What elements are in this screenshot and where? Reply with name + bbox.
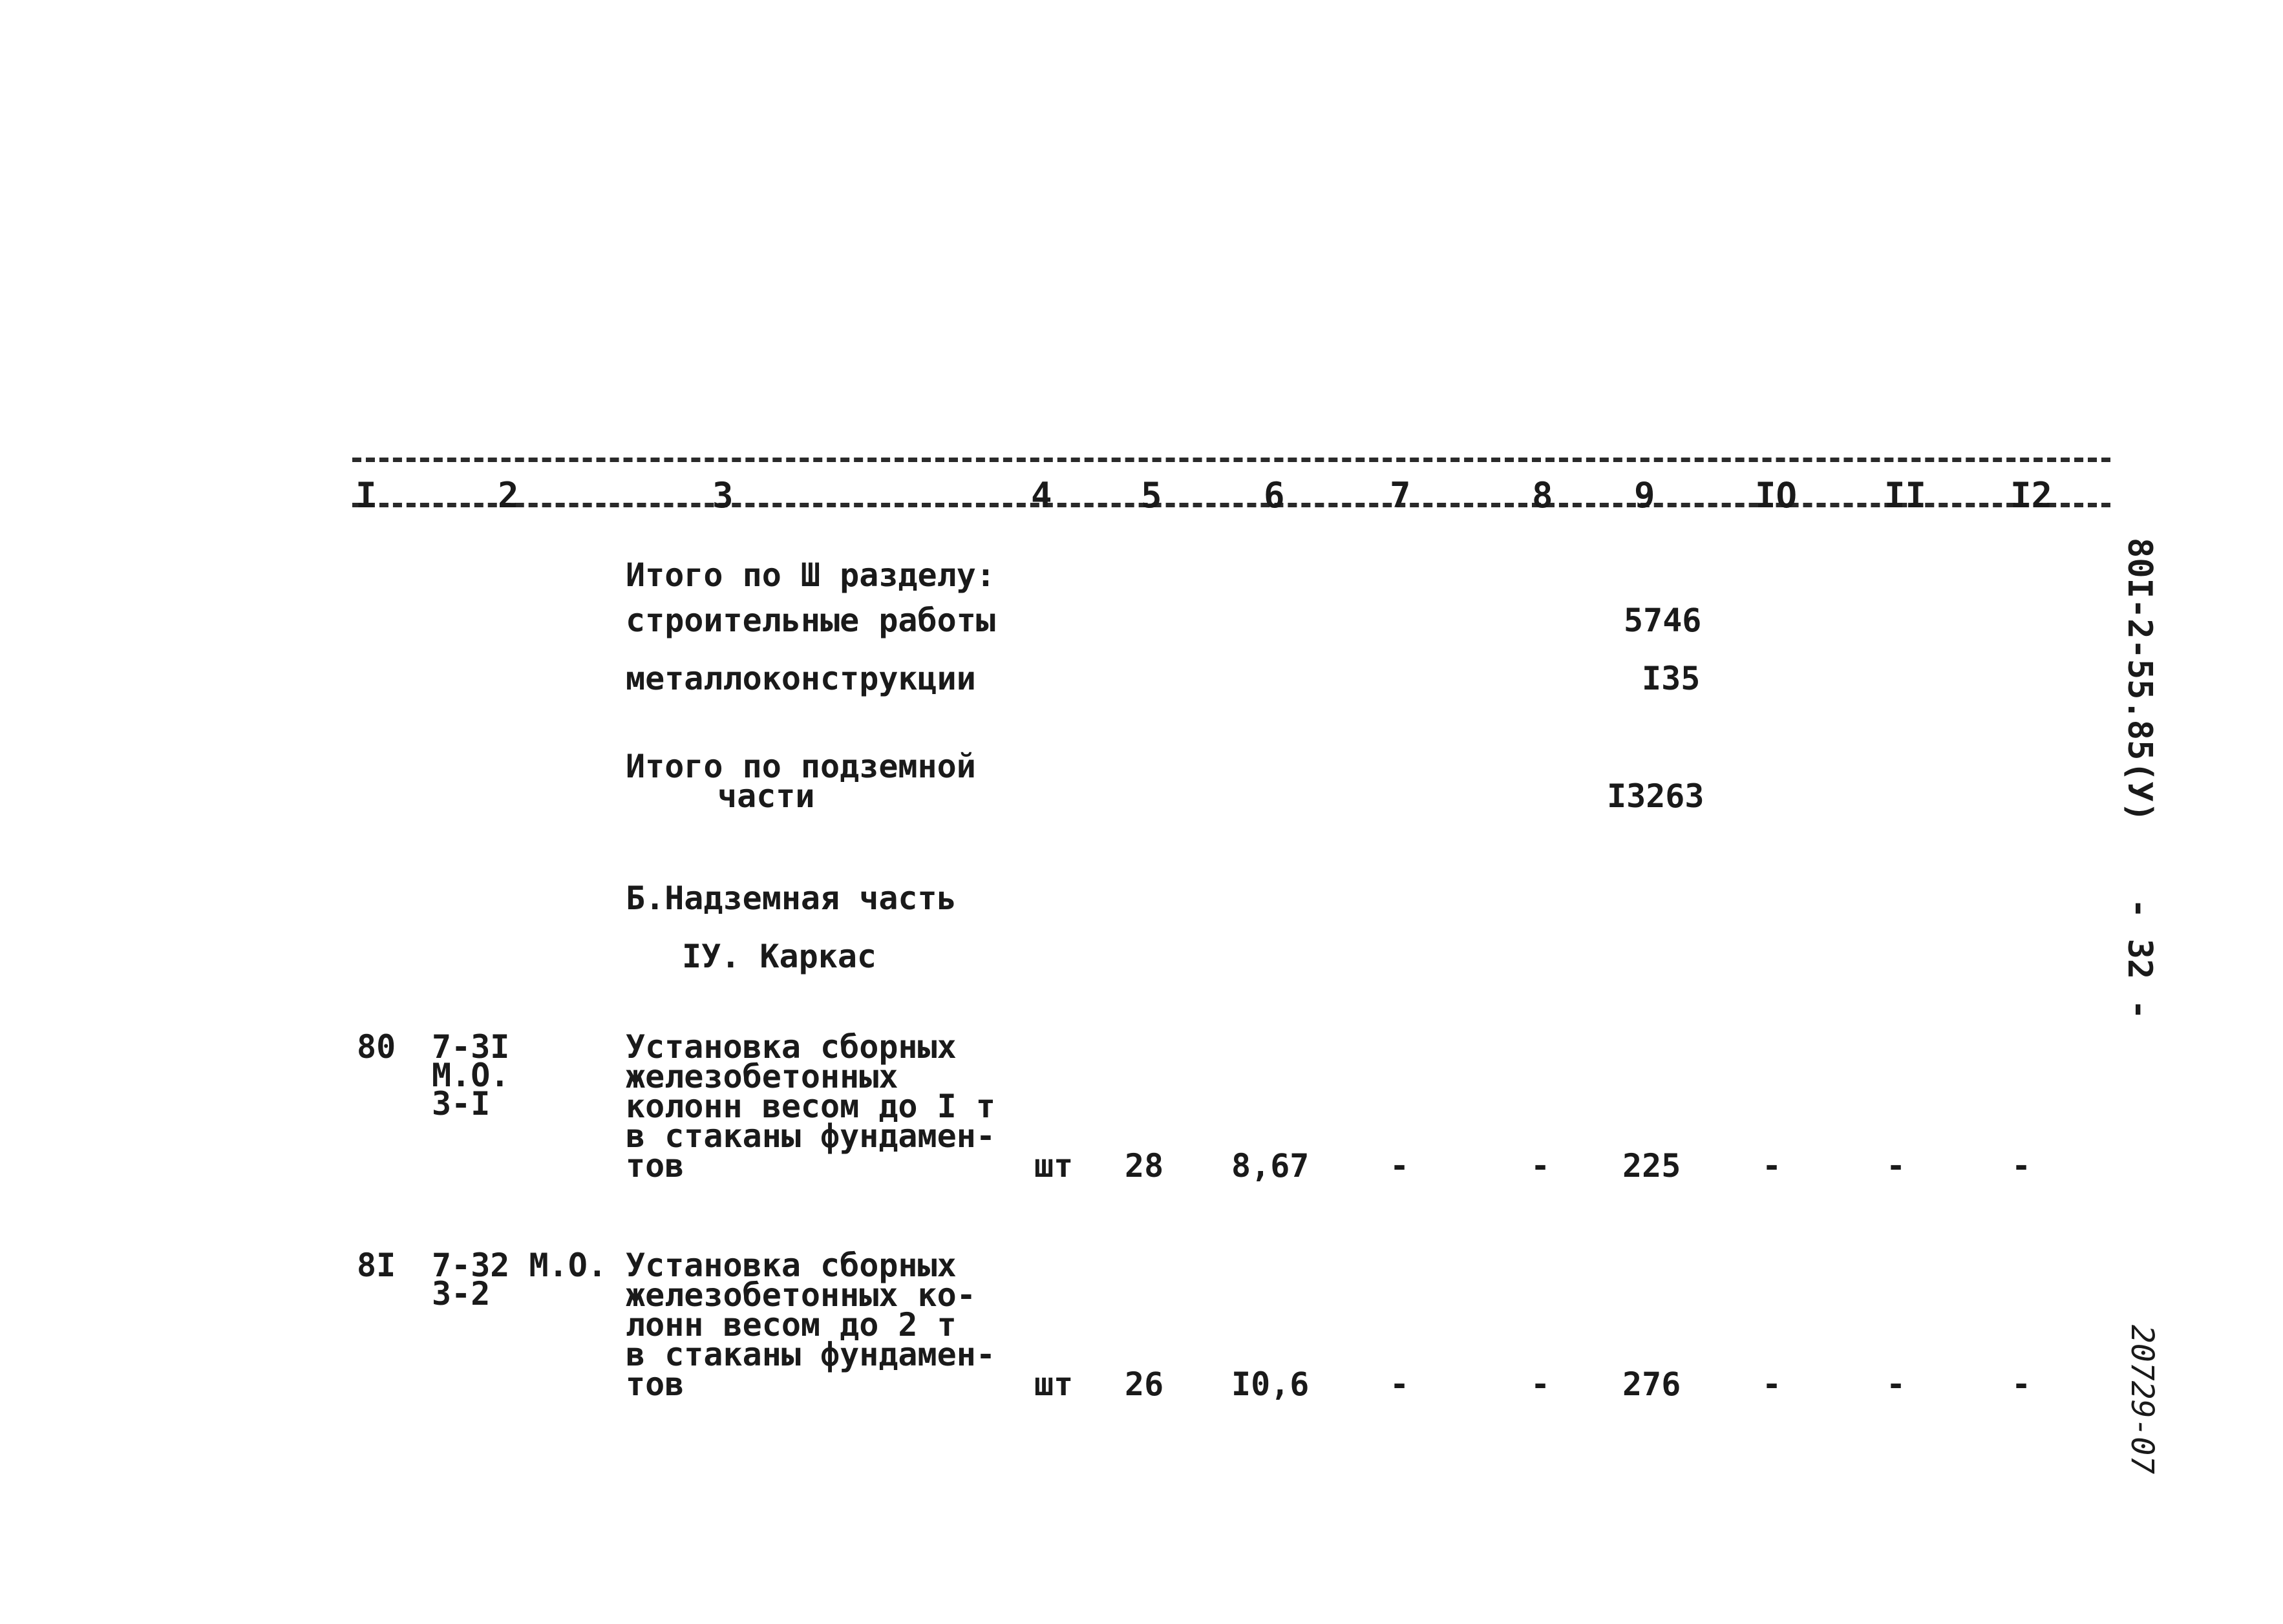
subsection-title: IУ. Каркас <box>682 938 877 975</box>
metal-value: I35 <box>1642 660 1701 697</box>
row-description-line: лонн весом до 2 т <box>626 1306 957 1344</box>
row-col8: - <box>1531 1147 1551 1185</box>
row-quantity: 28 <box>1125 1147 1164 1185</box>
column-number-8: 8 <box>1532 475 1553 516</box>
row-unit: шт <box>1034 1147 1074 1185</box>
row-col12: - <box>2012 1147 2032 1185</box>
row-col11: - <box>1886 1366 1906 1403</box>
column-number-3: 3 <box>712 475 734 516</box>
row-col7: - <box>1390 1147 1410 1185</box>
row-number: 8I <box>357 1247 396 1284</box>
construction-value: 5746 <box>1624 602 1702 639</box>
row-col9: 276 <box>1622 1366 1681 1403</box>
row-unit: шт <box>1034 1366 1074 1403</box>
row-description-line: железобетонных ко- <box>626 1276 976 1314</box>
row-description-line: в стаканы фундамен- <box>626 1117 995 1155</box>
column-number-10: IO <box>1755 475 1798 516</box>
part-title: Б.Надземная часть <box>626 880 957 917</box>
column-number-9: 9 <box>1634 475 1655 516</box>
row-col9: 225 <box>1622 1147 1681 1185</box>
row-col6: 8,67 <box>1231 1147 1310 1185</box>
column-number-12: I2 <box>2010 475 2053 516</box>
column-number-5: 5 <box>1141 475 1162 516</box>
header-bottom-rule <box>352 503 2110 507</box>
column-number-4: 4 <box>1031 475 1052 516</box>
row-col7: - <box>1390 1366 1410 1403</box>
construction-label: строительные работы <box>626 602 995 639</box>
header-top-rule <box>352 458 2110 462</box>
column-number-1: I <box>356 475 377 516</box>
row-col10: - <box>1762 1147 1782 1185</box>
row-description-line: тов <box>626 1147 685 1185</box>
inventory-number: 20729-07 <box>2124 1325 2160 1475</box>
metal-label: металлоконструкции <box>626 660 976 697</box>
underground-total-line1: Итого по подземной <box>626 748 976 785</box>
section-total-title: Итого по Ш разделу: <box>626 556 995 594</box>
row-code-line: 7-32 М.О. <box>432 1247 607 1284</box>
row-description-line: колонн весом до I т <box>626 1088 995 1125</box>
page-number: - 32 - <box>2120 898 2159 1020</box>
row-code-line: 3-2 <box>432 1275 491 1313</box>
row-description-line: Установка сборных <box>626 1247 957 1284</box>
row-col6: I0,6 <box>1231 1366 1310 1403</box>
column-number-6: 6 <box>1264 475 1285 516</box>
row-description-line: тов <box>626 1366 685 1403</box>
row-code-line: М.О. <box>432 1057 510 1094</box>
row-description-line: Установка сборных <box>626 1028 957 1066</box>
row-col12: - <box>2012 1366 2032 1403</box>
underground-total-value: I3263 <box>1607 777 1704 815</box>
document-code: 80I-2-55.85 <box>2120 538 2159 761</box>
row-description-line: в стаканы фундамен- <box>626 1336 995 1373</box>
row-description-line: железобетонных <box>626 1058 898 1095</box>
row-quantity: 26 <box>1125 1366 1164 1403</box>
column-number-7: 7 <box>1390 475 1411 516</box>
volume-mark: (У) <box>2120 761 2159 822</box>
row-col10: - <box>1762 1366 1782 1403</box>
row-col8: - <box>1531 1366 1551 1403</box>
row-code-line: 7-3I <box>432 1028 510 1066</box>
row-col11: - <box>1886 1147 1906 1185</box>
column-number-11: II <box>1884 475 1927 516</box>
column-number-2: 2 <box>498 475 519 516</box>
row-code-line: 3-I <box>432 1085 491 1123</box>
row-number: 80 <box>357 1028 396 1066</box>
underground-total-line2: части <box>717 777 815 815</box>
